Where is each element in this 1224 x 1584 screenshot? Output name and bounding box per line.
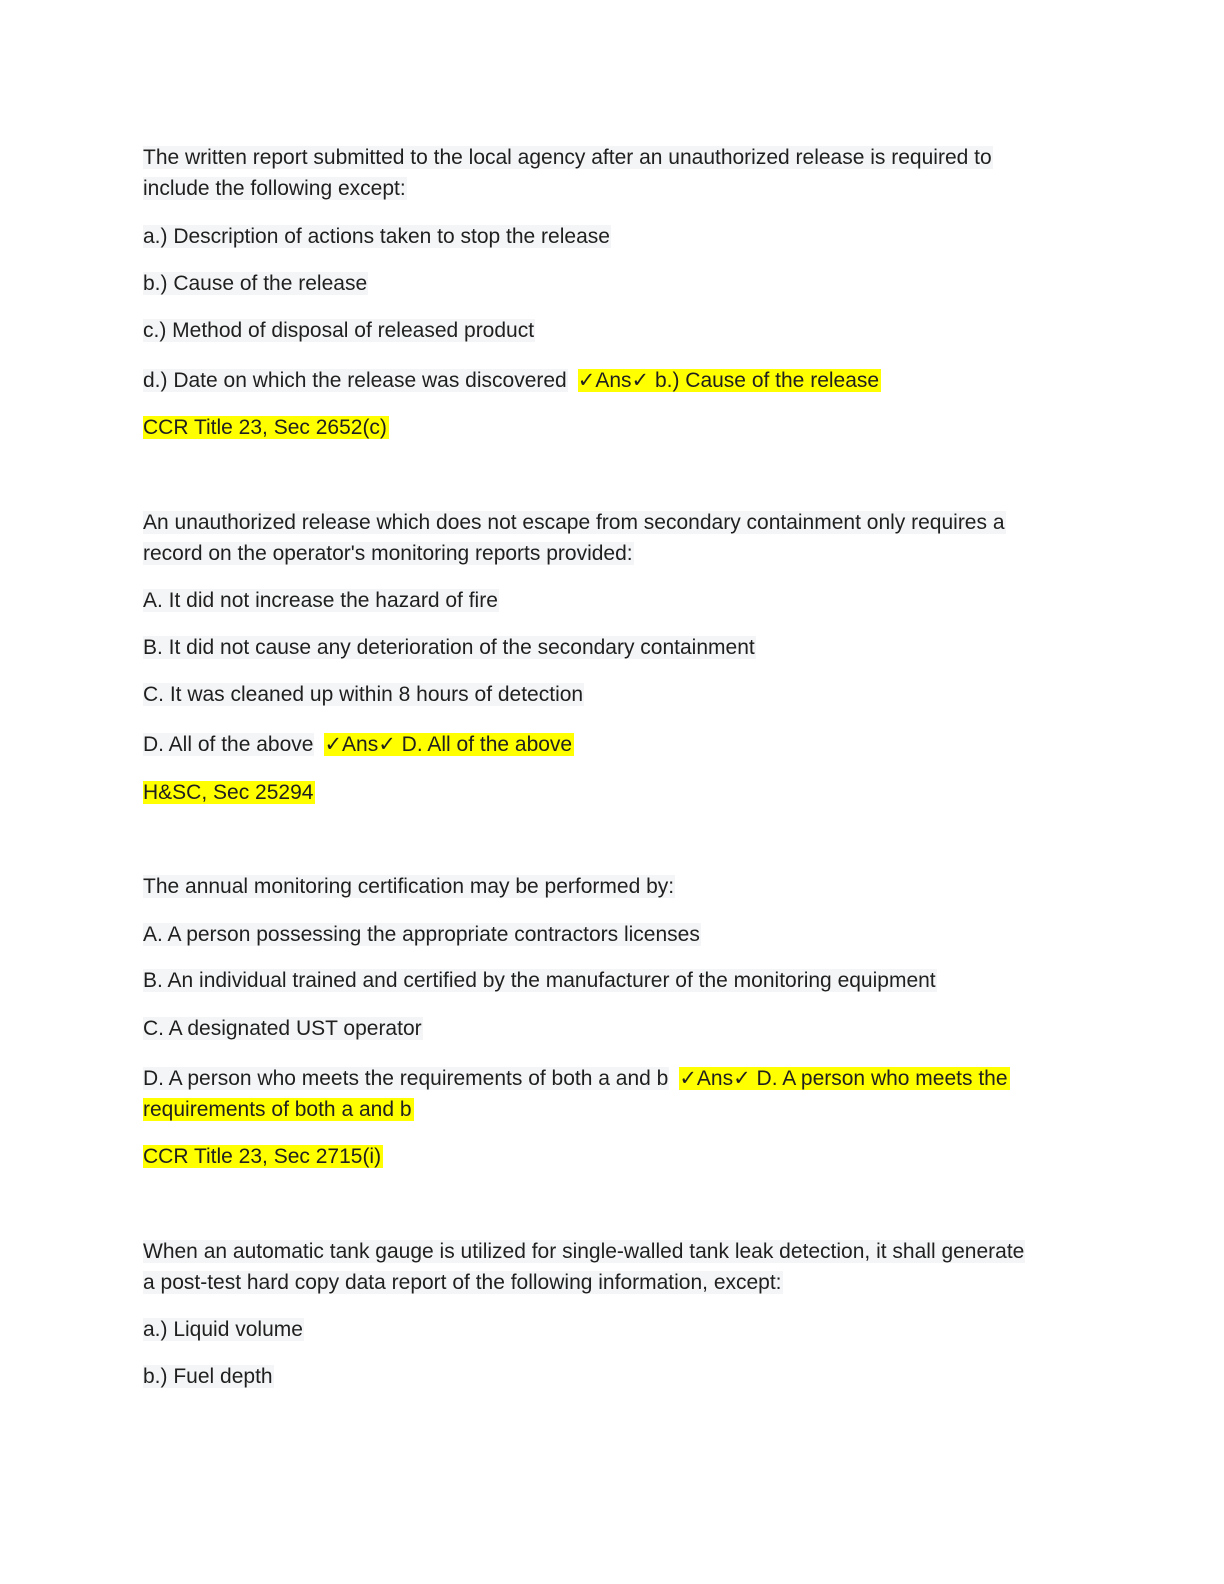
question-2-option-b: B. It did not cause any deterioration of the secondary containment: [143, 636, 755, 659]
question-4-stem-line-2: a post-test hard copy data report of the following information, except:: [143, 1271, 782, 1294]
question-3-answer-line-1: ✓Ans✓ D. A person who meets the: [679, 1067, 1008, 1090]
question-2-reference: H&SC, Sec 25294: [143, 781, 314, 804]
question-3-option-b: B. An individual trained and certified by the manufacturer of the monitoring equipment: [143, 969, 936, 992]
question-1-option-d: d.) Date on which the release was discovered ✓Ans✓ b.) Cause of the release: [143, 369, 880, 392]
question-1-option-b: b.) Cause of the release: [143, 272, 368, 295]
question-1-stem-line-1: The written report submitted to the local agency after an unauthorized release is required to: [143, 146, 992, 169]
question-3-option-d: D. A person who meets the requirements of both a and b ✓Ans✓ D. A person who meets the: [143, 1067, 1008, 1090]
question-3-stem-line-1: The annual monitoring certification may be performed by:: [143, 875, 675, 898]
question-4-option-b: b.) Fuel depth: [143, 1365, 273, 1388]
question-2-option-c: C. It was cleaned up within 8 hours of detection: [143, 683, 584, 706]
question-1-option-c: c.) Method of disposal of released product: [143, 319, 535, 342]
question-2-option-a: A. It did not increase the hazard of fire: [143, 589, 498, 612]
question-2-answer: ✓Ans✓ D. All of the above: [324, 733, 573, 756]
question-4-stem-line-1: When an automatic tank gauge is utilized for single-walled tank leak detection, it shall generate: [143, 1240, 1025, 1263]
question-3-answer-line-2: requirements of both a and b: [143, 1098, 412, 1121]
question-1-reference: CCR Title 23, Sec 2652(c): [143, 416, 387, 439]
question-1-stem-line-2: include the following except:: [143, 177, 406, 200]
question-2-stem-line-2: record on the operator's monitoring reports provided:: [143, 542, 633, 565]
question-3-option-c: C. A designated UST operator: [143, 1017, 422, 1040]
question-2-stem-line-1: An unauthorized release which does not escape from secondary containment only requires a: [143, 511, 1005, 534]
question-1-option-a: a.) Description of actions taken to stop the release: [143, 225, 610, 248]
question-3-option-a: A. A person possessing the appropriate contractors licenses: [143, 923, 700, 946]
question-4-option-a: a.) Liquid volume: [143, 1318, 303, 1341]
question-2-option-d: D. All of the above ✓Ans✓ D. All of the above: [143, 733, 573, 756]
question-3-reference: CCR Title 23, Sec 2715(i): [143, 1145, 382, 1168]
question-1-answer: ✓Ans✓ b.) Cause of the release: [577, 369, 880, 392]
